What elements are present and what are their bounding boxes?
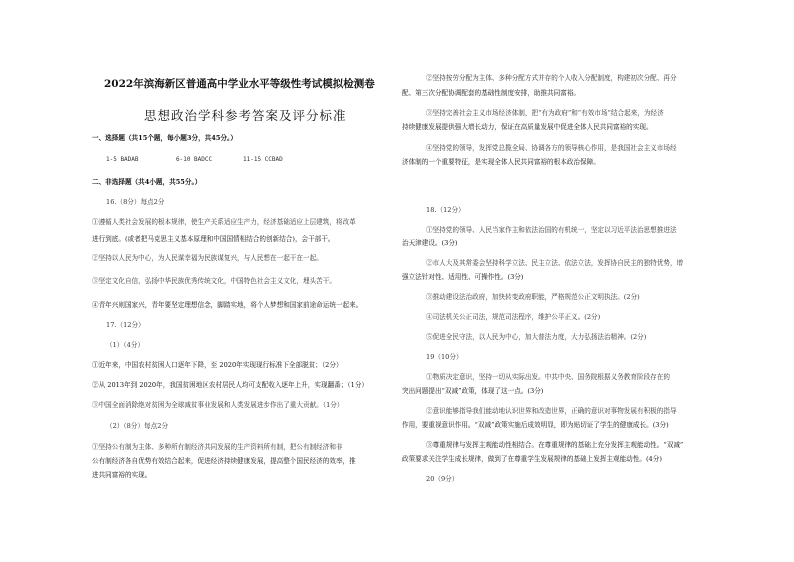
mc-answers-11-15: 11-15 CCBAD [243, 156, 283, 163]
q19-line: 突出问题提出“双减”政策，体现了这一点。(3分) [402, 387, 544, 395]
q18-line: 强立法针对性、适用性、可操作性。(3分) [402, 273, 524, 281]
q17-2-line: 公有制经济各自优势有效结合起来，促进经济持续健康发展，提高整个国民经济的效率，推 [92, 457, 356, 465]
section2-header: 二、非选择题（共4小题，共55分。） [92, 178, 202, 186]
q17-2-line: 济体制的一个重要特征，是实现全体人民共同富裕的根本政治保障。 [402, 158, 600, 166]
q16-line: ③坚定文化自信，弘扬中华民族优秀传统文化，中国特色社会主义文化，埋头苦干。 [92, 277, 336, 285]
q17-2-line: ②坚持按劳分配为主体、多种分配方式并存的个人收入分配制度，构建初次分配、再分 [426, 74, 677, 82]
q19-line: ②意识能够指导我们能动地认识世界和改造世界，正确的意识对事物发展有积极的指导 [426, 407, 677, 415]
q19-line: 政策要求关注学生成长规律，做到了在尊重学生发展规律的基础上发挥主观能动性。(4分) [402, 455, 662, 463]
q19-line: ①物质决定意识，坚持一切从实际出发。中共中央、国务院根据义务教育阶段存在的 [426, 373, 670, 381]
q16-line: 进行到底。(或者把马克思主义基本原理和中国国情相结合的创新结合)，会干部干。 [92, 235, 335, 243]
q19-line: 作用，要重视意识作用。“双减”政策实施后成效明显，即为贴切证了学生的健康成长。(3分) [402, 421, 669, 429]
q17-2-header: （2）（8分）每点2分 [106, 422, 169, 430]
q17-2-line: 配、第三次分配协调配套的基础性制度安排，助推共同富裕。 [402, 89, 581, 97]
q17-1-header: （1）（4分） [106, 341, 145, 349]
q16-line: ②坚持以人民为中心，为人民谋幸福为民族谋复兴，与人民想在一起干在一起。 [92, 254, 323, 262]
q18-line: ⑤促进全民守法，以人民为中心，加大普法力度，大力弘扬法治精神。(2分) [426, 333, 647, 341]
q17-1-line: ①近年来，中国农村贫困人口逐年下降，至 2020年实现现行标准下全部脱贫；（2分） [92, 361, 343, 369]
q17-1-line: ②从 2013年到 2020年，我国贫困地区农村居民人均可支配收入逐年上升，实现翻番；（1分） [92, 381, 369, 389]
q17-2-line: 进共同富裕的实现。 [92, 471, 152, 479]
document-title: 2022年滨海新区普通高中学业水平等级性考试模拟检测卷 [104, 78, 375, 90]
q17-header: 17.（12分） [106, 321, 145, 329]
mc-answers-6-10: 6-10 BADCC [176, 156, 213, 163]
q16-line: ①遵循人类社会发展的根本规律，使生产关系适应生产力，经济基础适应上层建筑，将改革 [92, 218, 356, 226]
q17-2-line: ④坚持党的领导，发挥党总揽全局、协调各方的领导核心作用，是我国社会主义市场经 [426, 144, 677, 152]
q18-line: ③推动建设法治政府，加快转变政府职能，严格规范公正文明执法。(2分) [426, 293, 640, 301]
q18-header: 18.（12分） [426, 206, 465, 214]
q18-line: ④司法机关公正司法，规范司法程序，维护公平正义。(2分) [426, 313, 601, 321]
q18-line: ②市人大及其常委会坚持科学立法、民主立法、依法立法，发挥协自民主的独特优势，增 [426, 259, 684, 267]
q18-line: ①坚持党的领导、人民当家作主和依法治国的有机统一，坚定以习近平法治思想推进法 [426, 226, 677, 234]
q16-line: ④青年兴则国家兴，青年要坚定理想信念，脚踏实地，将个人梦想和国家前途命运统一起来。 [92, 301, 363, 309]
q19-header: 19（10分） [426, 353, 463, 361]
q16-header: 16.（8分）每点2分 [106, 198, 165, 206]
q17-2-line: ①坚持公有制为主体、多种所有制经济共同发展的生产资料所有制，把公有制经济和非 [92, 443, 343, 451]
mc-answers-1-5: 1-5 BADAB [106, 156, 139, 163]
q17-2-line: ③坚持完善社会主义市场经济体制，把“有为政府”和“有效市场”结合起来，为经济 [426, 109, 664, 117]
q17-1-line: ③中国全面消除绝对贫困为全球减贫事业发展和人类发展进步作出了重大贡献。（1分） [92, 401, 344, 409]
q18-line: 治天津建设。(3分) [402, 239, 458, 247]
document-subtitle: 思想政治学科参考答案及评分标准 [144, 108, 347, 123]
q20-header: 20（9分） [426, 475, 459, 483]
q19-line: ③尊重规律与发挥主观能动性相结合。在尊重规律的基础上充分发挥主观能动性。“双减” [426, 441, 684, 449]
section1-header: 一、选择题（共15个题，每小题3分，共45分。） [92, 134, 237, 142]
q17-2-line: 持续健康发展提供强大增长动力，保证在高质量发展中促进全体人民共同富裕的实现。 [402, 123, 653, 131]
